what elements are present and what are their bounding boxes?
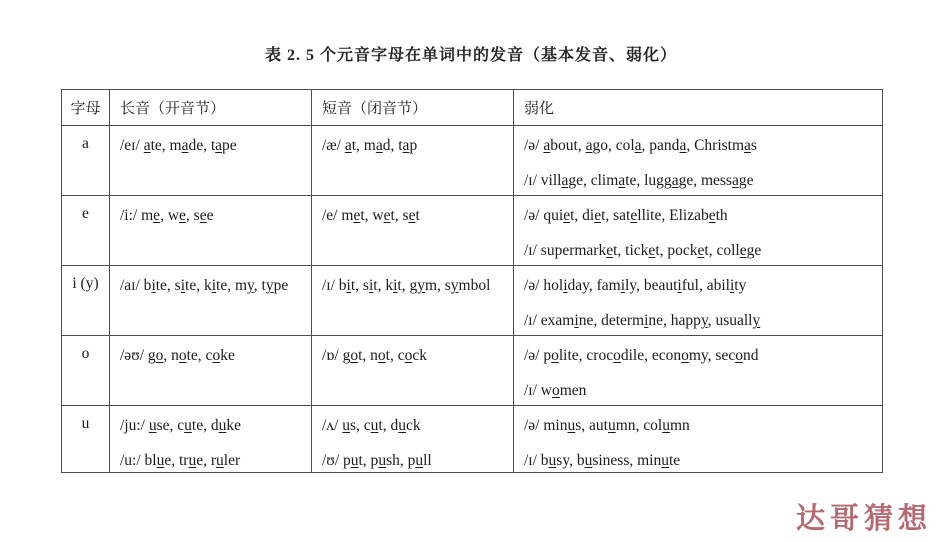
pronunciation-line: /ɒ/ got, not, cock (322, 347, 427, 364)
long-sound-cell (110, 406, 312, 473)
pronunciation-line: /ɪ/ bit, sit, kit, gym, symbol (322, 277, 491, 294)
pronunciation-line: /æ/ at, mad, tap (322, 137, 418, 154)
table-row-e (62, 196, 883, 266)
pronunciation-line: /i:/ me, we, see (120, 207, 214, 224)
pronunciation-line: /ɪ/ women (524, 382, 587, 399)
pronunciation-line: /ɪ/ examine, determine, happy, usually (524, 312, 761, 329)
long-sound-cell (110, 336, 312, 406)
table-row-i (62, 266, 883, 336)
pronunciation-line: /eɪ/ ate, made, tape (120, 137, 237, 154)
pronunciation-line: /ɪ/ busy, business, minute (524, 452, 681, 469)
letter-cell: a (62, 126, 110, 196)
pronunciation-line: /e/ met, wet, set (322, 207, 420, 224)
pronunciation-line: /ju:/ use, cute, duke (120, 417, 241, 434)
header-cell-short: 短音（闭音节） (312, 90, 514, 126)
weak-sound-cell (514, 126, 883, 196)
table-row-u (62, 406, 883, 473)
weak-sound-cell (514, 406, 883, 473)
short-sound-cell (312, 266, 514, 336)
watermark-text: 达哥猜想 (795, 503, 932, 535)
short-sound-cell (312, 196, 514, 266)
letter-cell: o (62, 336, 110, 406)
pronunciation-line: /ɪ/ village, climate, luggage, message (524, 172, 754, 189)
pronunciation-table (61, 89, 883, 473)
pronunciation-line: /ə/ holiday, family, beautiful, ability (524, 277, 747, 294)
weak-sound-cell (514, 336, 883, 406)
pronunciation-line: /ə/ about, ago, cola, panda, Christmas (524, 137, 757, 154)
pronunciation-line: /ə/ quiet, diet, satellite, Elizabeth (524, 207, 728, 224)
pronunciation-line: /ʊ/ put, push, pull (322, 452, 432, 469)
weak-sound-cell (514, 196, 883, 266)
short-sound-cell (312, 406, 514, 473)
letter-cell: i (y) (62, 266, 110, 336)
pronunciation-line: /ɪ/ supermarket, ticket, pocket, college (524, 242, 762, 259)
pronunciation-line: /ə/ minus, autumn, column (524, 417, 690, 434)
page-title: 表 2. 5 个元音字母在单词中的发音（基本发音、弱化） (264, 47, 677, 64)
pronunciation-line: /u:/ blue, true, ruler (120, 452, 241, 469)
long-sound-cell (110, 126, 312, 196)
pronunciation-line: /aɪ/ bite, site, kite, my, type (120, 277, 289, 294)
short-sound-cell (312, 126, 514, 196)
pronunciation-line: /ʌ/ us, cut, duck (322, 417, 421, 434)
weak-sound-cell (514, 266, 883, 336)
header-row (62, 90, 883, 126)
short-sound-cell (312, 336, 514, 406)
long-sound-cell (110, 266, 312, 336)
header-cell-long: 长音（开音节） (110, 90, 312, 126)
letter-cell: u (62, 406, 110, 473)
pronunciation-line: /əʊ/ go, note, coke (120, 347, 235, 364)
table-row-o (62, 336, 883, 406)
letter-cell: e (62, 196, 110, 266)
header-cell-weak: 弱化 (514, 90, 883, 126)
long-sound-cell (110, 196, 312, 266)
pronunciation-line: /ə/ polite, crocodile, economy, second (524, 347, 759, 364)
table-row-a (62, 126, 883, 196)
header-cell-letter: 字母 (62, 90, 110, 126)
